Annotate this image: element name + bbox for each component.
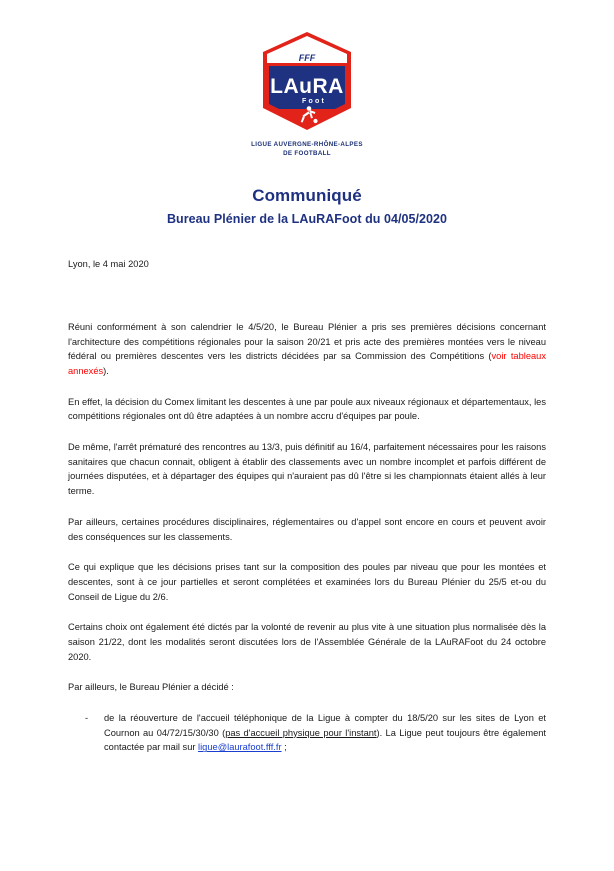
no-physical-reception-note: pas d'accueil physique pour l'instant bbox=[225, 727, 377, 738]
dateline: Lyon, le 4 mai 2020 bbox=[68, 259, 149, 269]
list-item-text-part1: de la réouverture de l'accueil téléphonique de la Ligue à compter du 18/5/20 sur les sites de Lyon et Cournon au 04/72/15/30/30 ( bbox=[104, 713, 546, 738]
logo-caption-line2: DE FOOTBALL bbox=[283, 149, 331, 157]
paragraph-1-text-before: Réuni conformément à son calendrier le 4/5/20, le Bureau Plénier a pris ses premières décisions concernant l'architecture des compétitions régionales pour la saison 20/21 et pris acte des premières montées vers le niveau fédéral ou premières descentes vers les districts décidées par sa Commission des Compétitions ( bbox=[68, 321, 546, 362]
logo-header bbox=[0, 30, 614, 159]
paragraph-6: Certains choix ont également été dictés par la volonté de revenir au plus vite à une situation plus normalisée dès la saison 21/22, dont les modalités seront discutées lors de l'Assemblée Générale de la LAuRAFoot du 24 octobre 2020. bbox=[68, 622, 546, 662]
list-item-text-part3: ; bbox=[281, 742, 287, 753]
email-link[interactable]: ligue@laurafoot.fff.fr bbox=[198, 742, 282, 753]
paragraph-2: En effet, la décision du Comex limitant les descentes à une par poule aux niveaux régionaux et départementaux, les compétitions régionales ont dû être adaptées à un nombre accru d'équipes par poule. bbox=[68, 396, 546, 422]
document-body bbox=[68, 258, 546, 765]
paragraph-1-text-after: ). bbox=[103, 366, 109, 376]
paragraph-1 bbox=[68, 320, 546, 379]
list-item bbox=[68, 711, 546, 755]
foot-wordmark: Foot bbox=[302, 98, 326, 105]
logo-caption-line1: LIGUE AUVERGNE-RHÔNE-ALPES bbox=[251, 141, 363, 148]
paragraph-5: Ce qui explique que les décisions prises tant sur la composition des poules par niveau que pour les montées et descentes, sont à ce jour partielles et seront complétées et examinées lors du Bureau Plénier du 25/5 et-ou du Conseil de Ligue du 2/6. bbox=[68, 562, 546, 602]
list-bullet: - bbox=[85, 713, 89, 723]
annexes-reference: voir tableaux annexés bbox=[68, 351, 546, 376]
logo-caption bbox=[0, 141, 614, 159]
shield-chevron bbox=[269, 109, 345, 126]
page-title: Communiqué bbox=[252, 186, 362, 205]
laura-wordmark: LAuRA bbox=[270, 75, 344, 98]
decisions-list bbox=[68, 711, 546, 755]
fff-text: FFF bbox=[298, 53, 316, 63]
paragraph-4: Par ailleurs, certaines procédures disciplinaires, réglementaires ou d'appel sont encore en cours et peuvent avoir des conséquences sur les classements. bbox=[68, 516, 546, 542]
page-subtitle: Bureau Plénier de la LAuRAFoot du 04/05/2020 bbox=[166, 212, 448, 226]
title-block bbox=[0, 186, 614, 226]
paragraph-3: De même, l'arrêt prématuré des rencontres au 13/3, puis définitif au 16/4, parfaitement nécessaires pour les raisons sanitaires que chacun connait, obligent à établir des classements avec un nombre incomplet et parfois différent de journées disputées, et à départager des équipes qui n'auraient pas dû l'être si les championnats étaient allés à leur terme. bbox=[68, 442, 546, 497]
paragraph-7: Par ailleurs, le Bureau Plénier a décidé : bbox=[68, 682, 234, 693]
list-item-text-part2: ). La Ligue peut toujours être également contactée par mail sur bbox=[104, 727, 546, 753]
laurafoot-logo bbox=[259, 30, 355, 134]
